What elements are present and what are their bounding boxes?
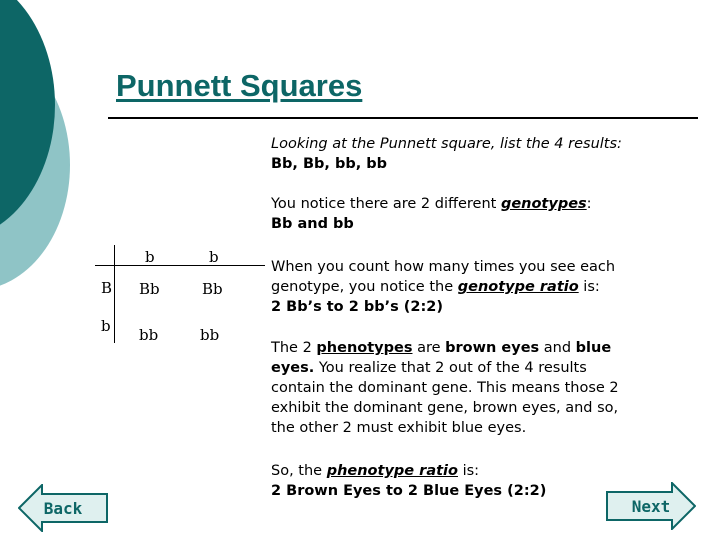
back-label: Back xyxy=(43,498,83,518)
genotype-ratio-paragraph xyxy=(271,257,701,317)
phenotypes-line4: exhibit the dominant gene, brown eyes, and so, xyxy=(271,400,619,416)
punnett-cell: bb xyxy=(200,326,220,344)
phenotypes-paragraph xyxy=(271,338,701,438)
genotype-ratio-line1: When you count how many times you see each xyxy=(271,259,616,275)
phenotype-ratio-line1 xyxy=(271,461,701,481)
text-run: genotype, you notice the xyxy=(271,279,458,295)
punnett-square xyxy=(95,245,265,345)
punnett-row-header: B xyxy=(101,279,113,297)
phenotypes-line1 xyxy=(271,338,701,358)
brown-eyes-text: brown eyes xyxy=(445,340,540,356)
punnett-vertical-line xyxy=(114,245,115,343)
phenotypes-line5: the other 2 must exhibit blue eyes. xyxy=(271,420,527,436)
title-divider xyxy=(108,117,698,119)
phenotype-ratio-term: phenotype ratio xyxy=(326,463,458,479)
punnett-col-header: b xyxy=(145,248,155,266)
page-title: Punnett Squares xyxy=(116,68,363,103)
text-run: So, the xyxy=(271,463,327,479)
punnett-cell: Bb xyxy=(202,280,223,298)
genotype-ratio-line2 xyxy=(271,277,701,297)
punnett-cell: Bb xyxy=(139,280,160,298)
phenotypes-line3: contain the dominant gene. This means those 2 xyxy=(271,380,619,396)
results-intro: Looking at the Punnett square, list the 4 results: xyxy=(271,136,622,152)
text-run: : xyxy=(586,196,592,212)
text-run: You notice there are 2 different xyxy=(271,196,501,212)
genotypes-list: Bb and bb xyxy=(271,216,354,232)
text-run: are xyxy=(412,340,446,356)
phenotypes-line2 xyxy=(271,358,701,378)
text-run: You realize that 2 out of the 4 results xyxy=(314,360,587,376)
phenotypes-term: phenotypes xyxy=(316,340,413,356)
next-label: Next xyxy=(631,496,671,516)
results-list: Bb, Bb, bb, bb xyxy=(271,156,388,172)
genotype-ratio-term: genotype ratio xyxy=(457,279,579,295)
genotype-ratio-value: 2 Bb’s to 2 bb’s (2:2) xyxy=(271,299,444,315)
phenotype-ratio-value: 2 Brown Eyes to 2 Blue Eyes (2:2) xyxy=(271,483,547,499)
eyes-text: eyes. xyxy=(271,360,315,376)
text-run: The 2 xyxy=(271,340,317,356)
punnett-col-header: b xyxy=(209,248,219,266)
punnett-cell: bb xyxy=(139,326,159,344)
genotypes-line xyxy=(271,194,701,214)
results-paragraph xyxy=(271,134,701,174)
punnett-horizontal-line xyxy=(95,265,265,266)
text-run: and xyxy=(539,340,576,356)
text-run: is: xyxy=(457,463,480,479)
next-button[interactable] xyxy=(606,482,696,530)
genotypes-term: genotypes xyxy=(500,196,587,212)
blue-text: blue xyxy=(575,340,612,356)
text-run: is: xyxy=(578,279,600,295)
back-button[interactable] xyxy=(18,484,108,532)
punnett-row-header: b xyxy=(101,317,111,335)
genotypes-paragraph xyxy=(271,194,701,234)
